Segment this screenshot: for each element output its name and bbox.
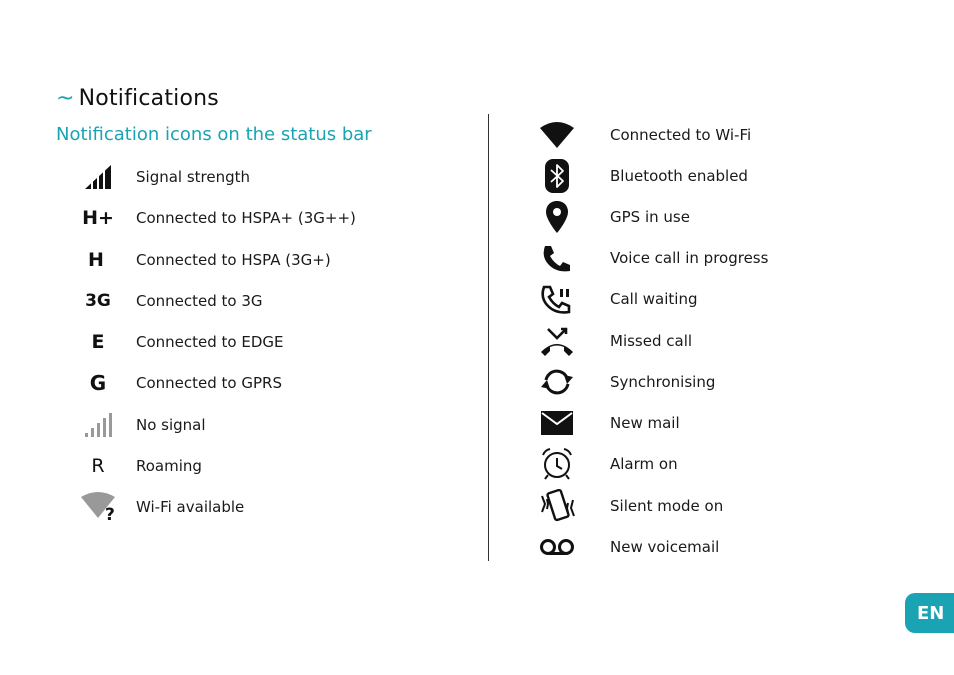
list-item-label: Alarm on <box>610 455 678 473</box>
list-item-label: Connected to EDGE <box>136 333 284 351</box>
phone-icon <box>538 241 576 275</box>
title-prefix: ~ <box>56 86 75 111</box>
hspa-icon: H <box>88 249 104 271</box>
roaming-icon: R <box>91 455 105 477</box>
list-item-label: Voice call in progress <box>610 249 769 267</box>
svg-text:?: ? <box>105 505 115 523</box>
list-item-label: Connected to 3G <box>136 292 263 310</box>
3g-icon: 3G <box>85 291 111 311</box>
list-item-label: New voicemail <box>610 538 720 556</box>
list-item-label: Synchronising <box>610 373 716 391</box>
wifi-available-icon <box>79 490 121 524</box>
edge-icon: E <box>91 331 105 353</box>
section-subtitle: Notification icons on the status bar <box>56 124 372 145</box>
column-divider <box>488 114 489 561</box>
gprs-icon: G <box>89 371 107 395</box>
gps-icon <box>538 200 576 234</box>
alarm-icon <box>538 447 576 481</box>
list-item-label: Connected to HSPA (3G+) <box>136 251 331 269</box>
silent-mode-icon <box>538 489 578 523</box>
bluetooth-icon <box>538 159 576 193</box>
mail-icon <box>538 406 576 440</box>
sync-icon <box>538 365 576 399</box>
call-waiting-icon <box>538 282 576 316</box>
voicemail-icon <box>538 530 576 564</box>
list-item-label: No signal <box>136 416 206 434</box>
missed-call-icon <box>538 324 576 358</box>
list-item-label: New mail <box>610 414 680 432</box>
list-item-label: Signal strength <box>136 168 251 186</box>
list-item-label: Connected to Wi-Fi <box>610 126 752 144</box>
page-title <box>56 86 219 111</box>
list-item-label: Call waiting <box>610 290 698 308</box>
no-signal-icon <box>79 408 117 442</box>
list-item-label: Missed call <box>610 332 693 350</box>
list-item-label: GPS in use <box>610 208 690 226</box>
list-item-label: Connected to GPRS <box>136 374 282 392</box>
list-item-label: Bluetooth enabled <box>610 167 748 185</box>
wifi-icon <box>538 118 576 152</box>
title-text: Notifications <box>78 86 219 111</box>
language-badge: EN <box>905 593 954 633</box>
list-item-label: Roaming <box>136 457 202 475</box>
signal-strength-icon <box>79 160 117 194</box>
list-item-label: Wi-Fi available <box>136 498 245 516</box>
list-item-label: Silent mode on <box>610 497 724 515</box>
list-item-label: Connected to HSPA+ (3G++) <box>136 209 356 227</box>
hspa-plus-icon: H+ <box>82 207 114 229</box>
